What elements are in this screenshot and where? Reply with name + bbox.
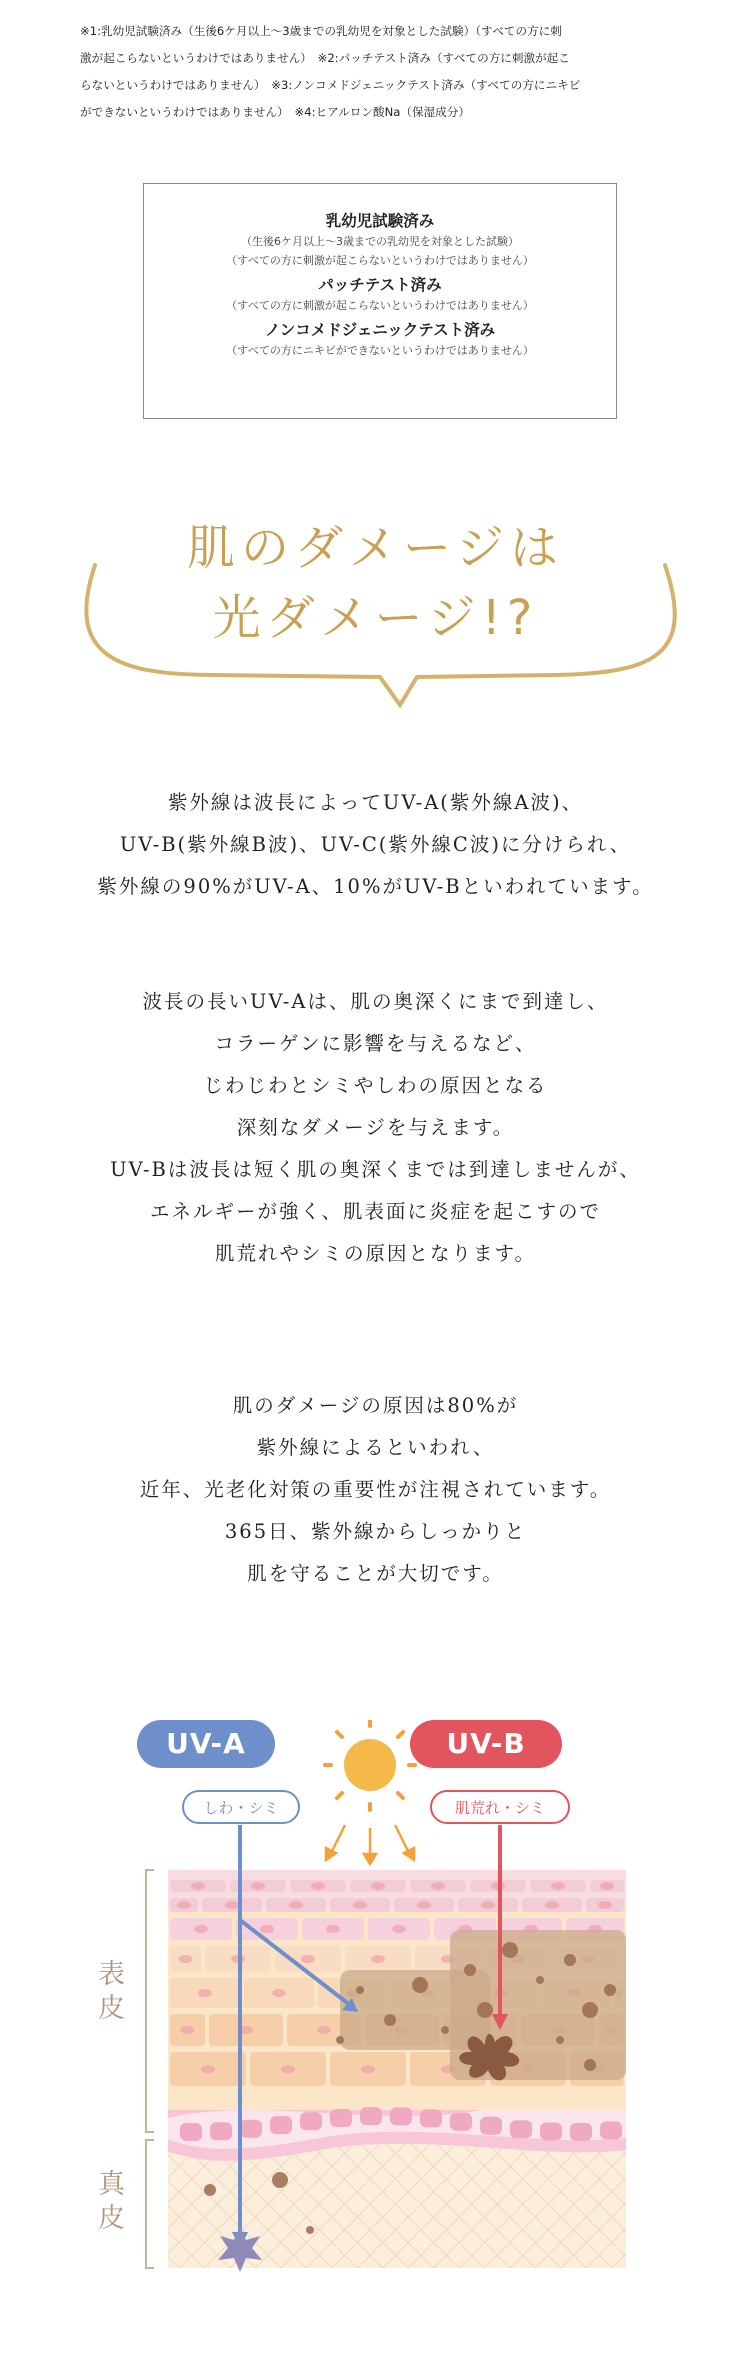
paragraph-line: 肌荒れやシミの原因となります。 <box>215 1242 536 1265</box>
epidermis-label-char: 表 <box>98 1959 125 1990</box>
basal-cell <box>480 2117 502 2135</box>
melanin-spot <box>502 1942 518 1958</box>
uva-effect-tag: しわ・シミ <box>182 1790 300 1824</box>
dermis-label-char: 皮 <box>98 2203 125 2234</box>
infant-test-note: （すべての方に刺激が起こらないというわけではありません） <box>226 254 534 267</box>
epidermis-label <box>98 1958 125 2026</box>
cell-nucleus <box>198 1989 212 1997</box>
footnote-line: 激が起こらないというわけではありません） ※2:パッチテスト済み（すべての方に刺激が起こ <box>80 51 570 65</box>
cell-nucleus <box>251 1882 265 1890</box>
dermis-label <box>98 2168 125 2236</box>
footnotes <box>80 18 690 126</box>
paragraph-line: 紫外線は波長によってUV-A(紫外線A波)、 <box>167 791 584 814</box>
paragraph-line: 深刻なダメージを与えます。 <box>236 1116 515 1139</box>
headline-line-2: 光ダメージ!? <box>212 590 539 646</box>
paragraph-uv-effects <box>0 981 751 1275</box>
certification-box <box>143 183 617 419</box>
basal-cell <box>180 2123 202 2141</box>
melanin-spot <box>441 2026 449 2034</box>
melanin-spot <box>536 1976 544 1984</box>
cell-nucleus <box>179 1955 193 1963</box>
cell-nucleus <box>301 1955 315 1963</box>
basal-cell <box>450 2113 472 2131</box>
cell-nucleus <box>551 1882 565 1890</box>
cell-nucleus <box>289 1901 303 1909</box>
basal-cell <box>210 2122 232 2140</box>
melanin-spot <box>336 2036 344 2044</box>
melanin-spot <box>564 1954 576 1966</box>
melanin-spot <box>306 2226 314 2234</box>
cell-nucleus <box>194 1925 208 1933</box>
basal-cell <box>570 2123 592 2141</box>
uvb-badge: UV-B <box>410 1720 562 1768</box>
cell-nucleus <box>260 1925 274 1933</box>
melanin-spot <box>556 2036 564 2044</box>
cell-nucleus <box>281 2065 295 2073</box>
basal-cell <box>600 2121 622 2139</box>
infant-test-title: 乳幼児試験済み <box>325 212 435 230</box>
paragraph-line: 紫外線の90%がUV-A、10%がUV-Bといわれています。 <box>97 875 654 898</box>
cell-nucleus <box>225 1901 239 1909</box>
basal-cell <box>330 2109 352 2127</box>
headline <box>0 505 751 653</box>
headline-line-1: 肌のダメージは <box>186 520 565 576</box>
paragraph-line: 近年、光老化対策の重要性が注視されています。 <box>139 1478 612 1501</box>
paragraph-line: コラーゲンに影響を与えるなど、 <box>214 1032 537 1055</box>
melanin-spot <box>584 2059 596 2071</box>
basal-cell <box>390 2107 412 2125</box>
cell-nucleus <box>417 1901 431 1909</box>
melanin-spot <box>412 1977 428 1993</box>
patch-test-note: （すべての方に刺激が起こらないというわけではありません） <box>226 299 534 312</box>
cell-nucleus <box>371 1882 385 1890</box>
epidermis-label-char: 皮 <box>98 1993 125 2024</box>
paragraph-line: UV-Bは波長は短く肌の奥深くまでは到達しませんが、 <box>110 1158 641 1181</box>
melanin-spot <box>204 2184 216 2196</box>
melanin-spot <box>582 2002 598 2018</box>
cell-nucleus <box>191 1882 205 1890</box>
paragraph-line: 波長の長いUV-Aは、肌の奥深くにまで到達し、 <box>142 990 609 1013</box>
melanin-spot <box>464 1964 476 1976</box>
cell-nucleus <box>371 1955 385 1963</box>
skin-diagram <box>90 1720 650 2300</box>
basal-cell <box>240 2120 262 2138</box>
cell-nucleus <box>311 1882 325 1890</box>
uvb-effect-tag: 肌荒れ・シミ <box>430 1790 570 1824</box>
infant-test-sub: （生後6ケ月以上〜3歳までの乳幼児を対象とした試験） <box>241 235 519 248</box>
paragraph-line: 肌を守ることが大切です。 <box>247 1562 504 1585</box>
cell-nucleus <box>201 2065 215 2073</box>
cell-nucleus <box>353 1901 367 1909</box>
noncomedogenic-test-title: ノンコメドジェニックテスト済み <box>264 321 496 339</box>
melanin-spot <box>356 1986 364 1994</box>
paragraph-line: UV-B(紫外線B波)、UV-C(紫外線C波)に分けられ、 <box>119 833 632 856</box>
sun-rays-icon <box>326 1825 414 1864</box>
basal-cell <box>420 2109 442 2127</box>
cell-nucleus <box>431 1882 445 1890</box>
dermis-label-char: 真 <box>98 2169 125 2200</box>
uva-badge: UV-A <box>137 1720 275 1768</box>
cell-nucleus <box>272 1989 286 1997</box>
cell-nucleus <box>326 1925 340 1933</box>
basal-cell <box>270 2116 292 2134</box>
cell-nucleus <box>392 1925 406 1933</box>
paragraph-line: 肌のダメージの原因は80%が <box>232 1394 519 1417</box>
noncomedogenic-test-note: （すべての方にニキビができないというわけではありません） <box>226 344 534 357</box>
cell-nucleus <box>181 2026 195 2034</box>
basal-cell <box>360 2107 382 2125</box>
paragraph-photoaging <box>0 1385 751 1595</box>
basal-cell <box>510 2120 532 2138</box>
cell-nucleus <box>177 1901 191 1909</box>
paragraph-line: じわじわとシミやしわの原因となる <box>203 1074 548 1097</box>
cell-nucleus <box>598 1901 612 1909</box>
melanin-spot <box>272 2172 288 2188</box>
patch-test-title: パッチテスト済み <box>318 276 442 294</box>
footnote-line: らないというわけではありません） ※3:ノンコメドジェニックテスト済み（すべての方にニキビ <box>80 78 581 92</box>
cell-nucleus <box>545 1901 559 1909</box>
paragraph-line: エネルギーが強く、肌表面に炎症を起こすので <box>149 1200 602 1223</box>
cell-nucleus <box>317 2026 331 2034</box>
paragraph-uv-types <box>0 782 751 908</box>
footnote-line: ※1:乳幼児試験済み（生後6ケ月以上〜3歳までの乳幼児を対象とした試験）（すべての方に刺 <box>80 24 562 38</box>
melanin-spot <box>384 2014 396 2026</box>
sun-icon <box>325 1720 415 1810</box>
paragraph-line: 紫外線によるといわれ、 <box>256 1436 495 1459</box>
melanin-spot <box>604 1984 616 1996</box>
cell-nucleus <box>361 2065 375 2073</box>
cell-nucleus <box>481 1901 495 1909</box>
paragraph-line: 365日、紫外線からしっかりと <box>224 1520 527 1543</box>
basal-cell <box>540 2123 562 2141</box>
footnote-line: ができないというわけではありません） ※4:ヒアルロン酸Na（保湿成分） <box>80 105 470 119</box>
melanin-spot <box>477 2002 493 2018</box>
cell-nucleus <box>600 1882 614 1890</box>
basal-cell <box>300 2112 322 2130</box>
